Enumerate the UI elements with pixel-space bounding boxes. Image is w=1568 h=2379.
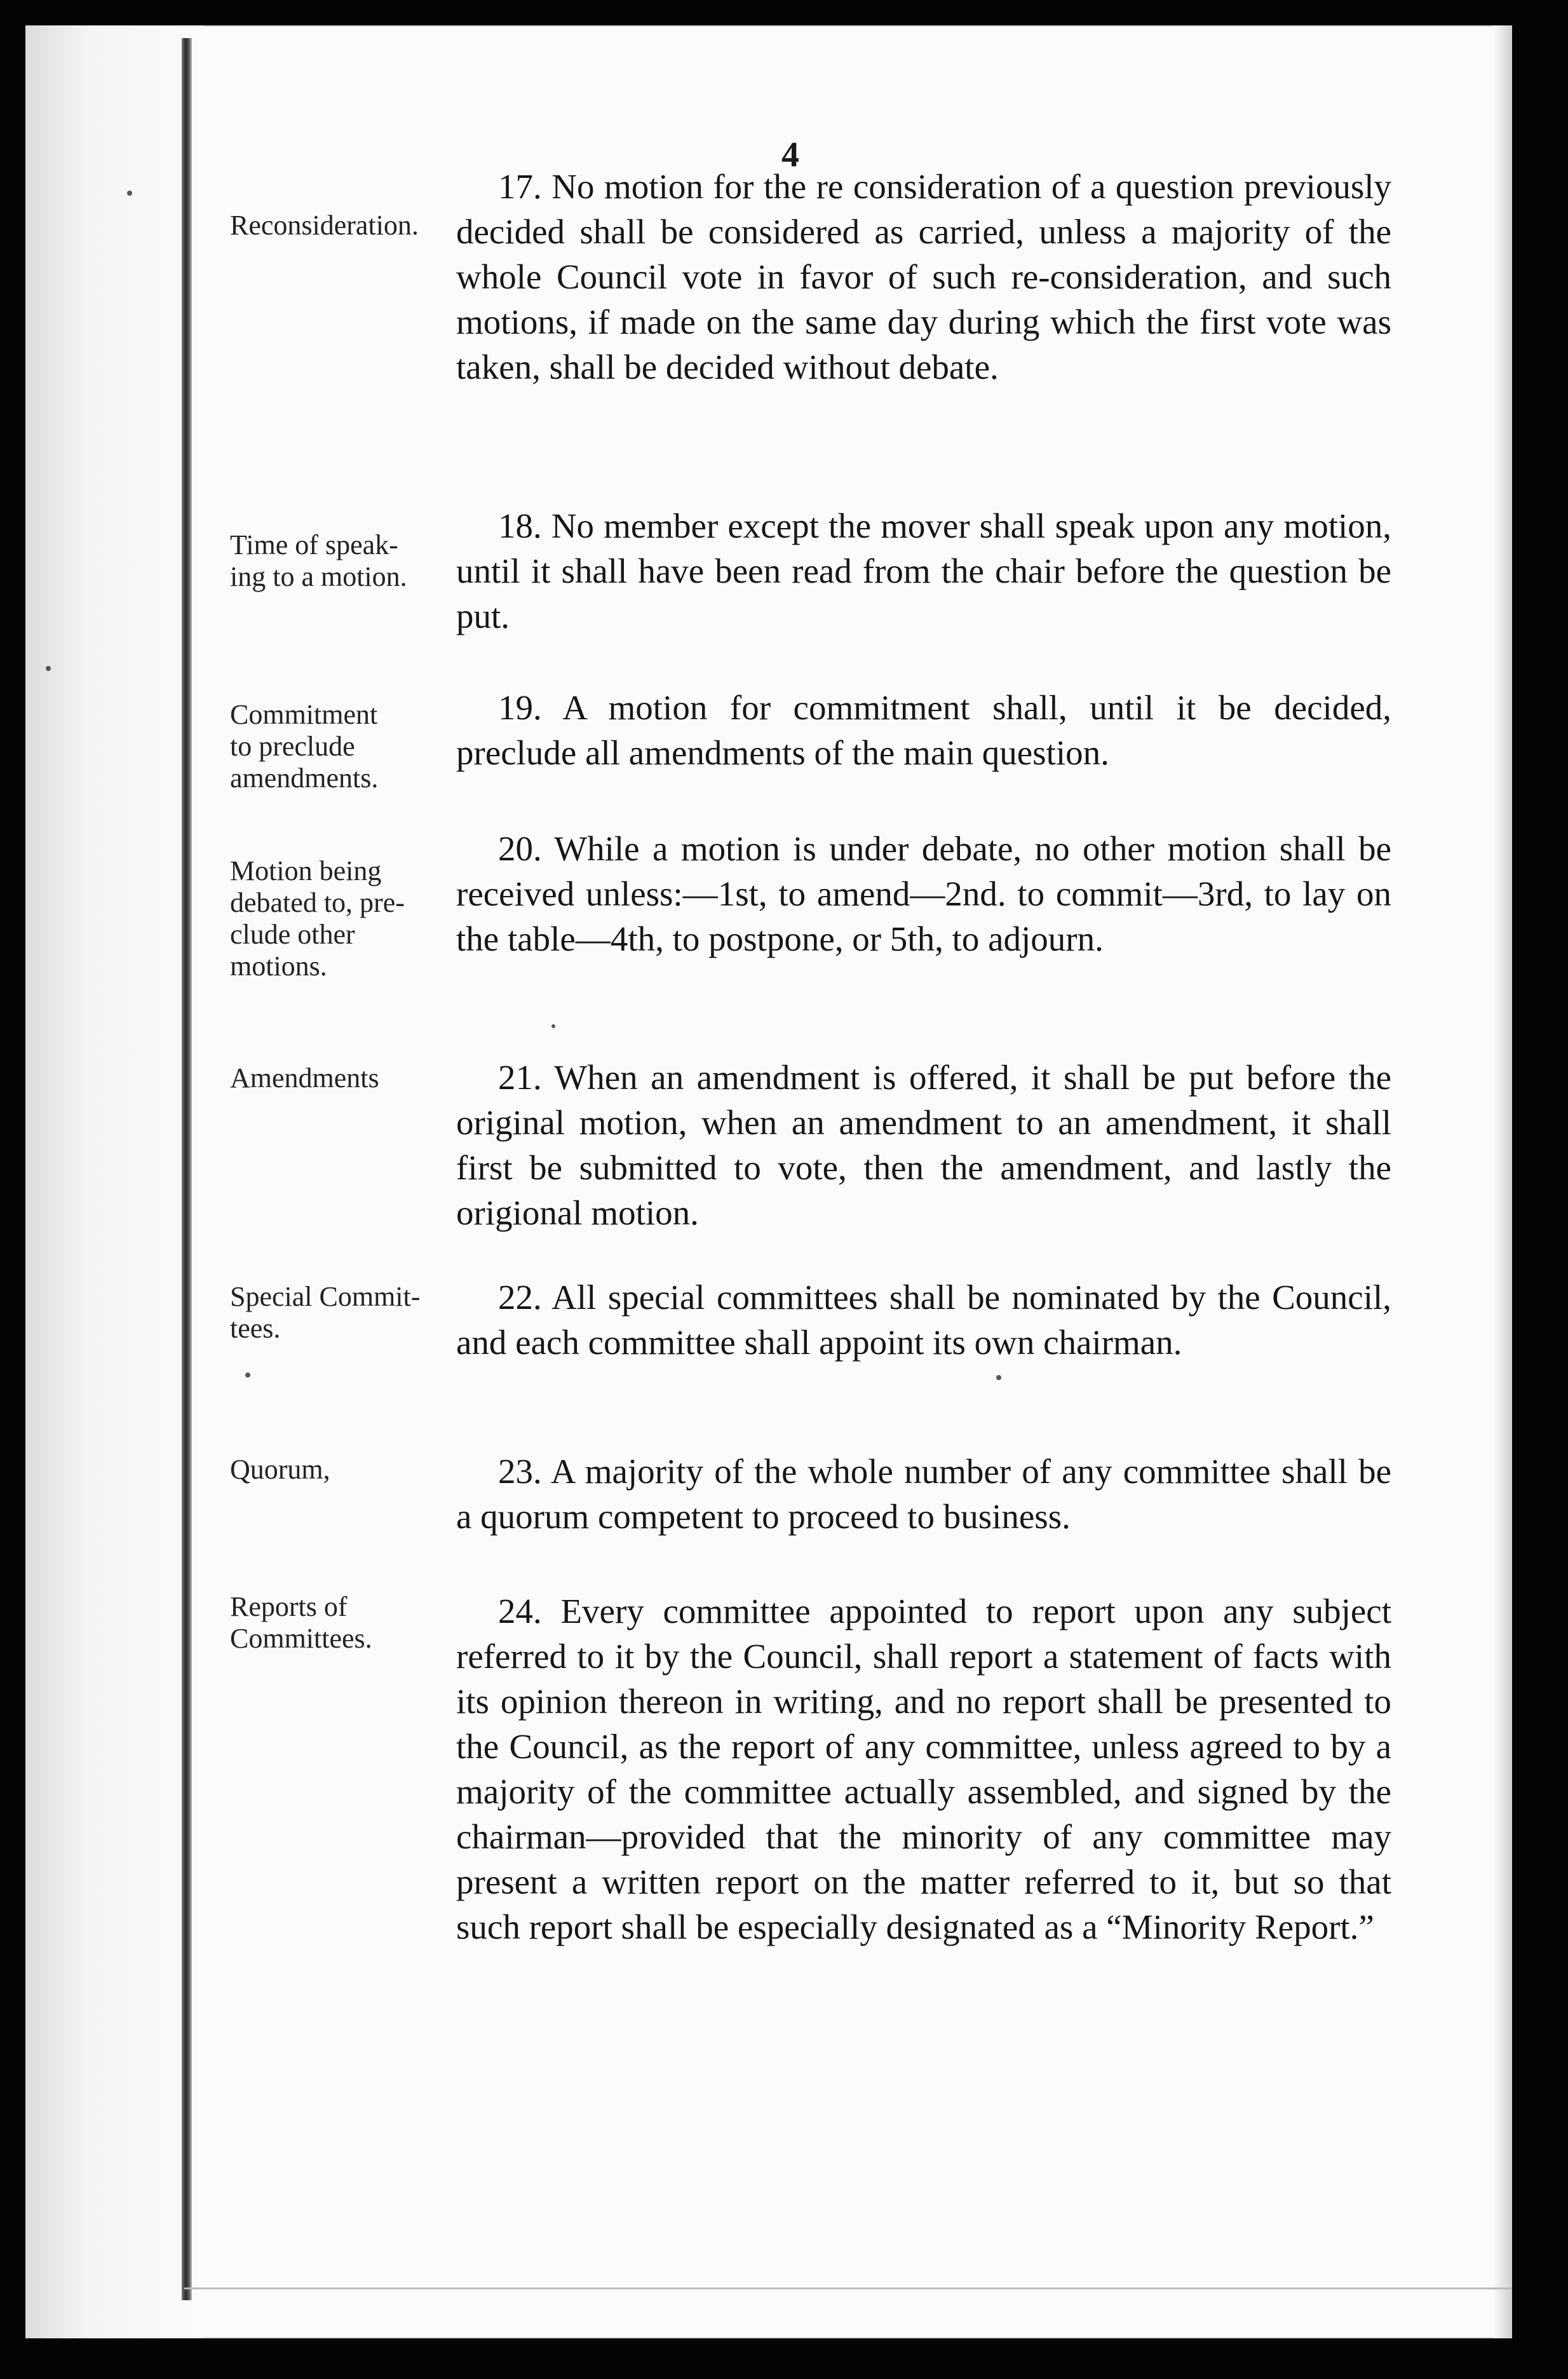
rule-number: 24. — [498, 1592, 542, 1630]
margin-note-time-of-speaking: Time of speak- ing to a motion. — [230, 529, 407, 592]
margin-note-quorum: Quorum, — [230, 1454, 330, 1485]
rule-number: 23. — [498, 1452, 542, 1491]
rule-number: 17. — [498, 167, 542, 206]
margin-note-reconsideration: Reconsideration. — [230, 210, 419, 241]
rule-number: 21. — [498, 1058, 542, 1097]
page-edge-shadow — [1493, 25, 1512, 2338]
scan-speck — [996, 1375, 1001, 1380]
rule-20 — [456, 826, 1391, 961]
rule-17 — [456, 164, 1391, 390]
rule-number: 19. — [498, 688, 542, 727]
margin-note-commitment: Commitment to preclude amendments. — [230, 699, 379, 794]
page-bottom-edge — [184, 2288, 1512, 2289]
binding-spine — [182, 38, 192, 2300]
page-number: 4 — [781, 135, 799, 175]
scan-speck — [46, 666, 51, 671]
margin-note-reports-of-committees: Reports of Committees. — [230, 1591, 372, 1654]
rule-number: 20. — [498, 829, 542, 868]
rule-body: While a motion is under debate, no other motion shall be received unless:—1st, to amend—2nd. to commit—3rd, to lay on the table—4th, to postpone, or 5th, to adjourn. — [456, 829, 1391, 958]
rule-number: 22. — [498, 1278, 542, 1317]
rule-body: A motion for commitment shall, until it be decided, preclude all amendments of the main question. — [456, 688, 1392, 772]
rule-body: Every committee appointed to report upon any subject referred to it by the Council, shall report a statement of facts with its opinion thereon in writing, and no report shall be presented to the Council, as the report of any committee, unless agreed to by a majority of the committee actually assembled, and signed by the chairman—provided that the minority of any committee may present a written report on the matter referred to it, but so that such report shall be especially designated as a “Minority Report.” — [456, 1592, 1391, 1946]
rule-body: All special committees shall be nominated by the Council, and each committee shall appoint its own chairman. — [456, 1278, 1392, 1362]
rule-body: When an amendment is offered, it shall be put before the original motion, when an amendment to an amendment, it shall first be submitted to vote, then the amendment, and lastly the origional motion. — [456, 1058, 1391, 1232]
rule-21 — [456, 1055, 1391, 1235]
rule-22 — [456, 1275, 1391, 1365]
margin-note-special-committees: Special Commit- tees. — [230, 1281, 421, 1344]
scan-speck — [245, 1372, 250, 1378]
rule-body: A majority of the whole number of any committee shall be a quorum competent to proceed to business. — [456, 1452, 1391, 1536]
rule-23 — [456, 1449, 1391, 1539]
margin-note-amendments: Amendments — [230, 1062, 379, 1094]
scan-speck — [127, 191, 132, 196]
scan-speck — [551, 1024, 555, 1028]
rule-body: No motion for the re consideration of a question previously decided shall be considered as carried, unless a majority of the whole Council vote in favor of such re-consideration, and such motions, if made on the same day during which the first vote was taken, shall be decided without debate. — [456, 167, 1391, 386]
rule-18 — [456, 503, 1391, 639]
rule-body: No member except the mover shall speak upon any motion, until it shall have been read from the chair before the question be put. — [456, 506, 1392, 635]
rule-19 — [456, 685, 1391, 775]
rule-24 — [456, 1589, 1391, 1949]
binding-fold — [25, 25, 203, 2338]
rule-number: 18. — [498, 506, 542, 545]
margin-note-motion-debated: Motion being debated to, pre- clude other motions. — [230, 855, 405, 982]
